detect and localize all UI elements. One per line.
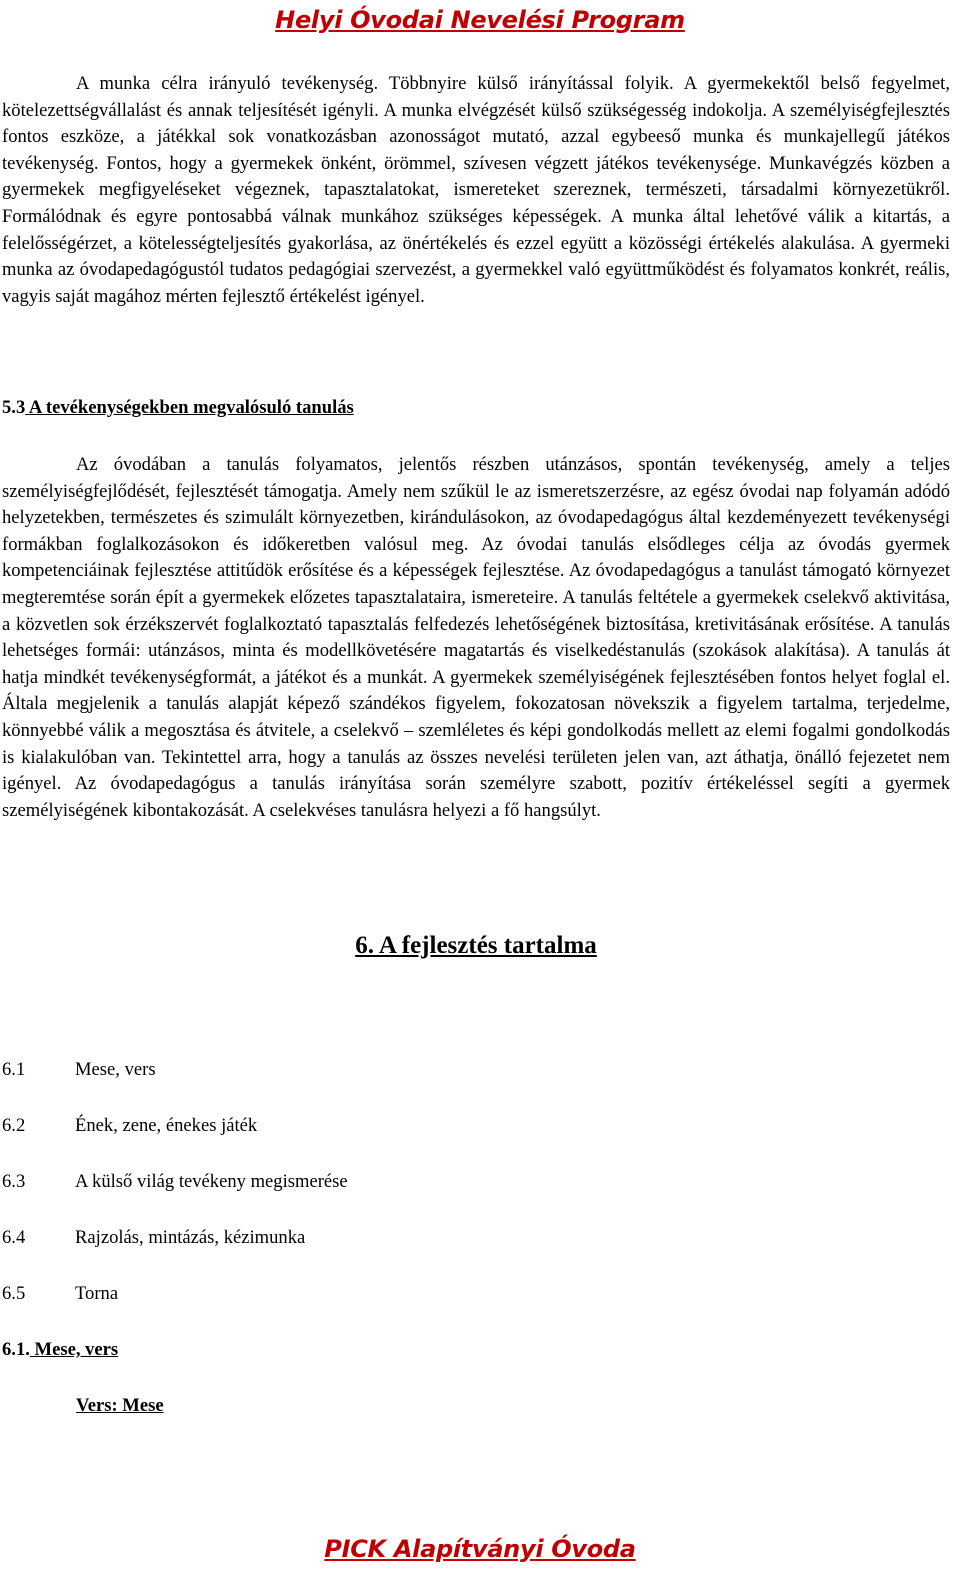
verse-heading: Vers: Mese (76, 1395, 164, 1416)
toc-item-number: 6.5 (2, 1283, 26, 1304)
footer-title: PICK Alapítványi Óvoda (324, 1535, 636, 1563)
toc-item-number: 6.3 (2, 1171, 26, 1192)
section-title: A tevékenységekben megvalósuló tanulás (25, 397, 354, 418)
paragraph-work: A munka célra irányuló tevékenység. Többnyire külső irányítással folyik. A gyermekektől belső fegyelmet, kötelezettségvállalást és annak teljesítését igényli. A munka elvégzését külső szükségesség indokolja. A személyiségfejlesztés fontos eszköze, a játékkal sok vonatkozásban azonosságot mutató, azzal egybeeső munka és munkajellegű játékos tevékenység. Fontos, hogy a gyermekek önként, örömmel, szívesen végzett játékos tevékenysége. Munkavégzés közben a gyermekek megfigyeléseket végeznek, tapasztalatokat, ismereteket szereznek, természeti, társadalmi környezetükről. Formálódnak és egyre pontosabbá válnak munkához szükséges képességek. A munka által lehetővé válik a kitartás, a felelősségérzet, a kötelességteljesítés gyakorlása, az önértékelés és ezzel együtt a közösségi értékelés alakulása. A gyermeki munka az óvodapedagógustól tudatos pedagógiai szervezést, a gyermekkel való együttműködést és folyamatos konkrét, reális, vagyis saját magához mérten fejlesztő értékelést igényel. (2, 73, 950, 307)
section-title: Mese, vers (29, 1339, 119, 1360)
toc-item-number: 6.2 (2, 1115, 26, 1136)
toc-item (2, 1059, 156, 1081)
section-5-3-heading (2, 397, 354, 419)
toc-item-label: Mese, vers (75, 1059, 156, 1080)
toc-item (2, 1227, 305, 1249)
toc-item-label: Rajzolás, mintázás, kézimunka (75, 1227, 306, 1248)
section-6-1-heading (2, 1339, 118, 1361)
toc-item (2, 1283, 118, 1305)
header-title: Helyi Óvodai Nevelési Program (275, 6, 685, 34)
section-number: 6.1. (2, 1339, 30, 1360)
toc-item (2, 1171, 348, 1193)
toc-item-label: A külső világ tevékeny megismerése (75, 1171, 348, 1192)
chapter-6-heading: 6. A fejlesztés tartalma (355, 932, 597, 959)
toc-item-number: 6.4 (2, 1227, 26, 1248)
paragraph-learning: Az óvodában a tanulás folyamatos, jelentős részben utánzásos, spontán tevékenység, amely a teljes személyiségfejlődését, fejlesztését támogatja. Amely nem szűkül le az ismeretszerzésre, az egész óvodai nap folyamán adódó helyzetekben, természetes és szimulált környezetben, kirándulásokon, az óvodapedagógus által kezdeményezett tevékenységi formákban foglalkozásokon és időkeretben valósul meg. Az óvodai tanulás elsődleges célja az óvodás gyermek kompetenciáinak fejlesztése attitűdök erősítése és a képességek fejlesztése. Az óvodapedagógus a tanulást támogató környezet megteremtése során épít a gyermekek előzetes tapasztalataira, ismereteire. A tanulás feltétele a gyermekek cselekvő aktivitása, a közvetlen sok érzékszervét foglalkoztató tapasztalás felfedezés lehetőségének biztosítása, kretivitásának erősítése. A tanulás lehetséges formái: utánzásos, minta és modellkövetésére magatartás és viselkedéstanulás (szokások alakítása). A tanulás át hatja mindkét tevékenységformát, a játékot és a munkát. A gyermekek személyiségének fejlesztésében fontos helyet foglal el. Általa megjelenik a tanulás alapját képező szándékos figyelem, fokozatosan növekszik a figyelem tartalma, terjedelme, könnyebbé válik a megosztása és átvitele, a cselekvő – szemléletes és képi gondolkodás mellett az elemi fogalmi gondolkodás is kialakulóban van. Tekintettel arra, hogy a tanulás az összes nevelési területen jelen van, azt áthatja, önálló fejezetet nem igényel. Az óvodapedagógus a tanulás irányítása során személyre szabott, pozitív értékeléssel segíti a gyermek személyiségének kibontakozását. A cselekvéses tanulásra helyezi a fő hangsúlyt. (2, 454, 950, 821)
toc-item-label: Ének, zene, énekes játék (75, 1115, 258, 1136)
section-number: 5.3 (2, 397, 26, 418)
toc-item-number: 6.1 (2, 1059, 26, 1080)
toc-item-label: Torna (75, 1283, 119, 1304)
toc-item (2, 1115, 257, 1137)
